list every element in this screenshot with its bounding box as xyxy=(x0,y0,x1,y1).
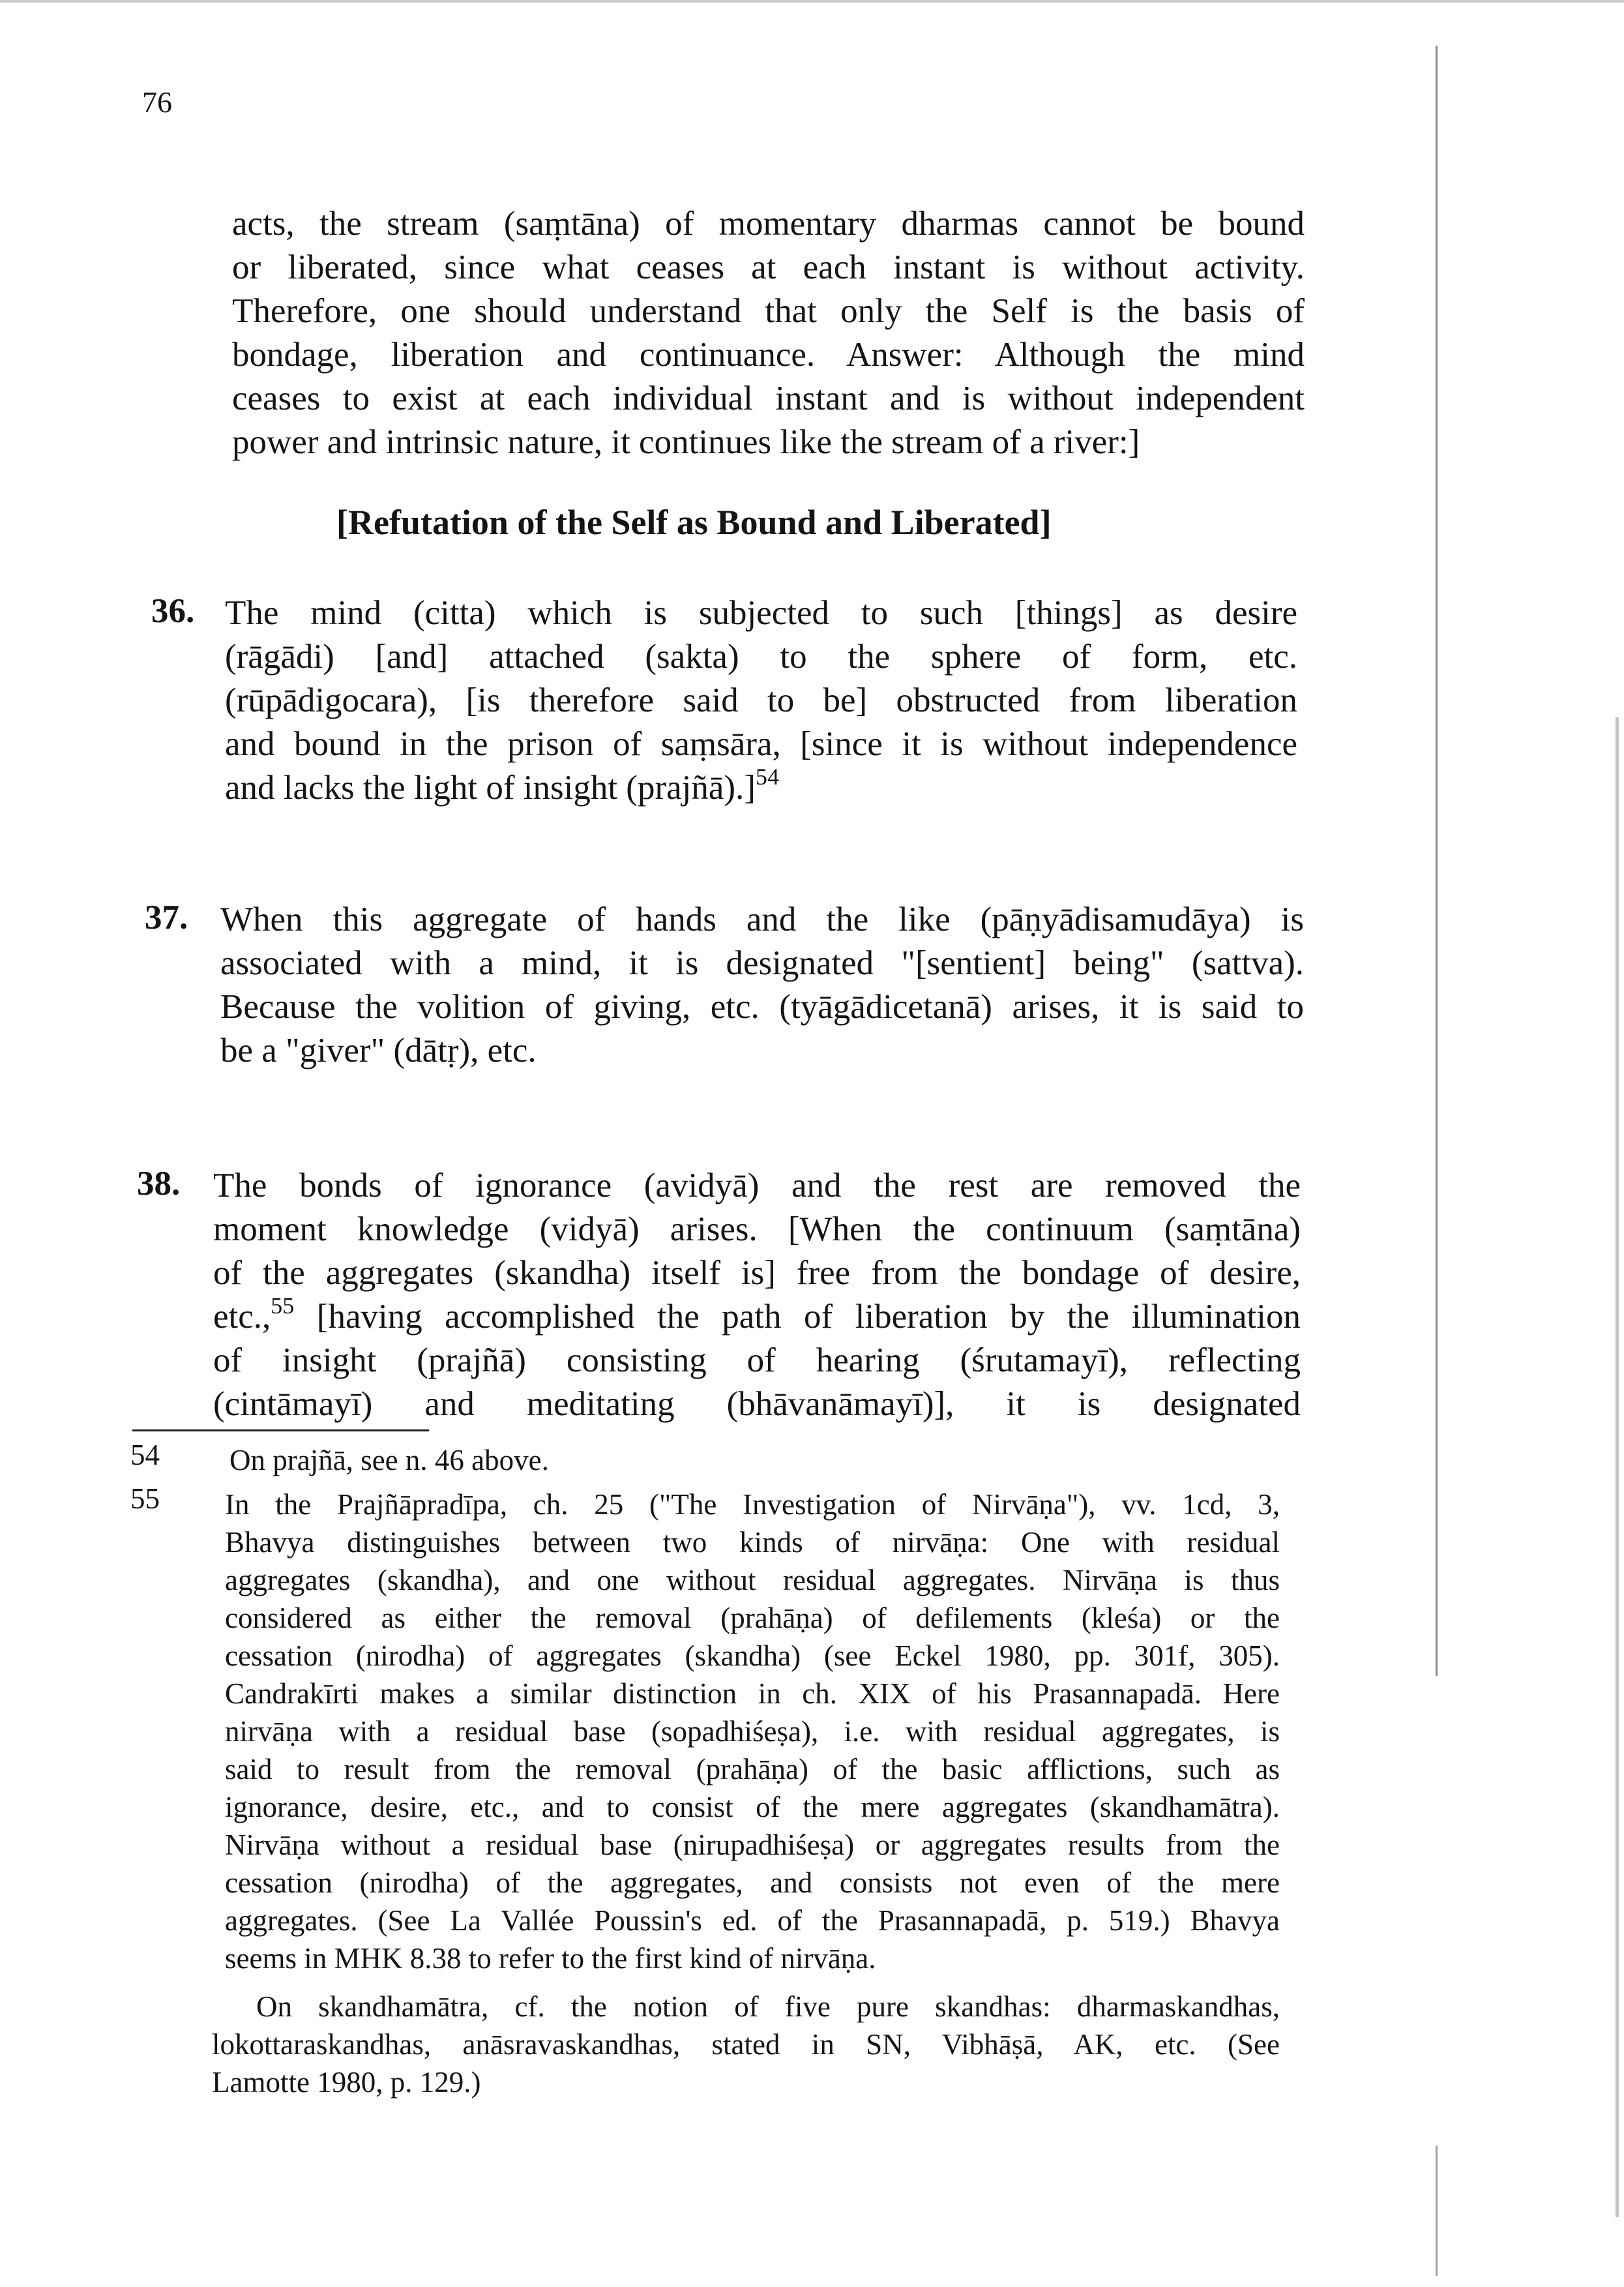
footnote-line: On skandhamātra, cf. the notion of five pure skandhas: dharmaskandhas, xyxy=(256,1990,1280,2023)
verse-line-text: etc., xyxy=(213,1298,271,1336)
verse-line: moment knowledge (vidyā) arises. [When the continuum (saṃtāna) xyxy=(213,1210,1301,1248)
footnote-55 xyxy=(225,1486,1280,1977)
verse-line-text: [having accomplished the path of liberation by the illumination xyxy=(294,1298,1301,1336)
verse-line: be a "giver" (dātṛ), etc. xyxy=(220,1032,537,1069)
intro-line: Therefore, one should understand that only the Self is the basis of xyxy=(232,292,1305,330)
verse-38 xyxy=(213,1164,1301,1426)
footnote-line: cessation (nirodha) of aggregates (skandha) (see Eckel 1980, pp. 301f, 305). xyxy=(225,1639,1280,1672)
footnote-line: Nirvāṇa without a residual base (nirupadhiśeṣa) or aggregates results from the xyxy=(225,1829,1280,1861)
binding-shadow xyxy=(1436,46,1438,1676)
intro-line: ceases to exist at each individual instant and is without independent xyxy=(232,380,1305,417)
footnote-ref-55[interactable]: 55 xyxy=(271,1292,295,1319)
verse-line: Because the volition of giving, etc. (tyāgādicetanā) arises, it is said to xyxy=(220,988,1304,1026)
footnote-line: Bhavya distinguishes between two kinds of nirvāṇa: One with residual xyxy=(225,1526,1280,1559)
verse-line: When this aggregate of hands and the like (pāṇyādisamudāya) is xyxy=(220,901,1304,938)
footnote-line: cessation (nirodha) of the aggregates, and consists not even of the mere xyxy=(225,1866,1280,1899)
verse-line xyxy=(213,1292,1301,1339)
verse-number: 38. xyxy=(137,1165,181,1203)
footnote-line: nirvāṇa with a residual base (sopadhiśeṣa), i.e. with residual aggregates, is xyxy=(225,1715,1280,1748)
scan-edge xyxy=(0,0,1624,3)
intro-line: power and intrinsic nature, it continues like the stream of a river:] xyxy=(232,423,1140,461)
verse-line: The bonds of ignorance (avidyā) and the rest are removed the xyxy=(213,1167,1301,1204)
section-heading: [Refutation of the Self as Bound and Liberated] xyxy=(336,503,1052,542)
verse-number: 37. xyxy=(145,899,188,936)
verse-37 xyxy=(220,898,1304,1073)
verse-line: of insight (prajñā) consisting of hearing (śrutamayī), reflecting xyxy=(213,1341,1301,1379)
intro-line: or liberated, since what ceases at each instant is without activity. xyxy=(232,248,1305,286)
verse-number: 36. xyxy=(151,592,195,630)
verse-line: (cintāmayī) and meditating (bhāvanāmayī)], it is designated xyxy=(213,1385,1301,1423)
footnote-ref-54[interactable]: 54 xyxy=(755,763,779,790)
footnote-line: ignorance, desire, etc., and to consist of the mere aggregates (skandhamātra). xyxy=(225,1791,1280,1823)
footnote-number: 54 xyxy=(130,1439,160,1471)
verse-36 xyxy=(225,591,1297,810)
footnote-line: Lamotte 1980, p. 129.) xyxy=(212,2066,481,2099)
verse-line: (rūpādigocara), [is therefore said to be] obstructed from liberation xyxy=(225,681,1297,719)
verse-line: associated with a mind, it is designated "[sentient] being" (sattva). xyxy=(220,944,1304,982)
verse-line: The mind (citta) which is subjected to such [things] as desire xyxy=(225,594,1297,632)
binding-shadow-lower xyxy=(1436,2145,1438,2276)
footnote-separator xyxy=(132,1429,429,1431)
footnote-number: 55 xyxy=(130,1482,160,1515)
verse-line-last xyxy=(225,763,1297,810)
footnote-55-continuation xyxy=(212,1988,1280,2101)
intro-paragraph xyxy=(232,202,1305,464)
footnote-line: Candrakīrti makes a similar distinction in ch. XIX of his Prasannapadā. Here xyxy=(225,1677,1280,1710)
footnote-line: considered as either the removal (prahāṇa) of defilements (kleśa) or the xyxy=(225,1602,1280,1634)
footnote-54 xyxy=(229,1441,1286,1479)
page-number: 76 xyxy=(142,85,172,119)
footnote-line: said to result from the removal (prahāṇa) of the basic afflictions, such as xyxy=(225,1753,1280,1786)
verse-line: (rāgādi) [and] attached (sakta) to the sphere of form, etc. xyxy=(225,638,1297,676)
verse-line: and bound in the prison of saṃsāra, [since it is without independence xyxy=(225,725,1297,763)
footnote-line: aggregates. (See La Vallée Poussin's ed. of the Prasannapadā, p. 519.) Bhavya xyxy=(225,1904,1280,1937)
intro-line: acts, the stream (saṃtāna) of momentary dharmas cannot be bound xyxy=(232,205,1305,243)
footnote-line: seems in MHK 8.38 to refer to the first kind of nirvāṇa. xyxy=(225,1942,876,1975)
intro-line: bondage, liberation and continuance. Answer: Although the mind xyxy=(232,336,1305,374)
verse-line-text: and lacks the light of insight (prajñā).] xyxy=(225,769,756,807)
page-edge-shadow xyxy=(1616,717,1619,2217)
footnote-line: aggregates (skandha), and one without residual aggregates. Nirvāṇa is thus xyxy=(225,1564,1280,1596)
footnote-line: In the Prajñāpradīpa, ch. 25 ("The Investigation of Nirvāṇa"), vv. 1cd, 3, xyxy=(225,1488,1280,1521)
footnote-line: On prajñā, see n. 46 above. xyxy=(229,1444,549,1476)
verse-line: of the aggregates (skandha) itself is] free from the bondage of desire, xyxy=(213,1254,1301,1292)
footnote-line: lokottaraskandhas, anāsravaskandhas, stated in SN, Vibhāṣā, AK, etc. (See xyxy=(212,2028,1280,2061)
